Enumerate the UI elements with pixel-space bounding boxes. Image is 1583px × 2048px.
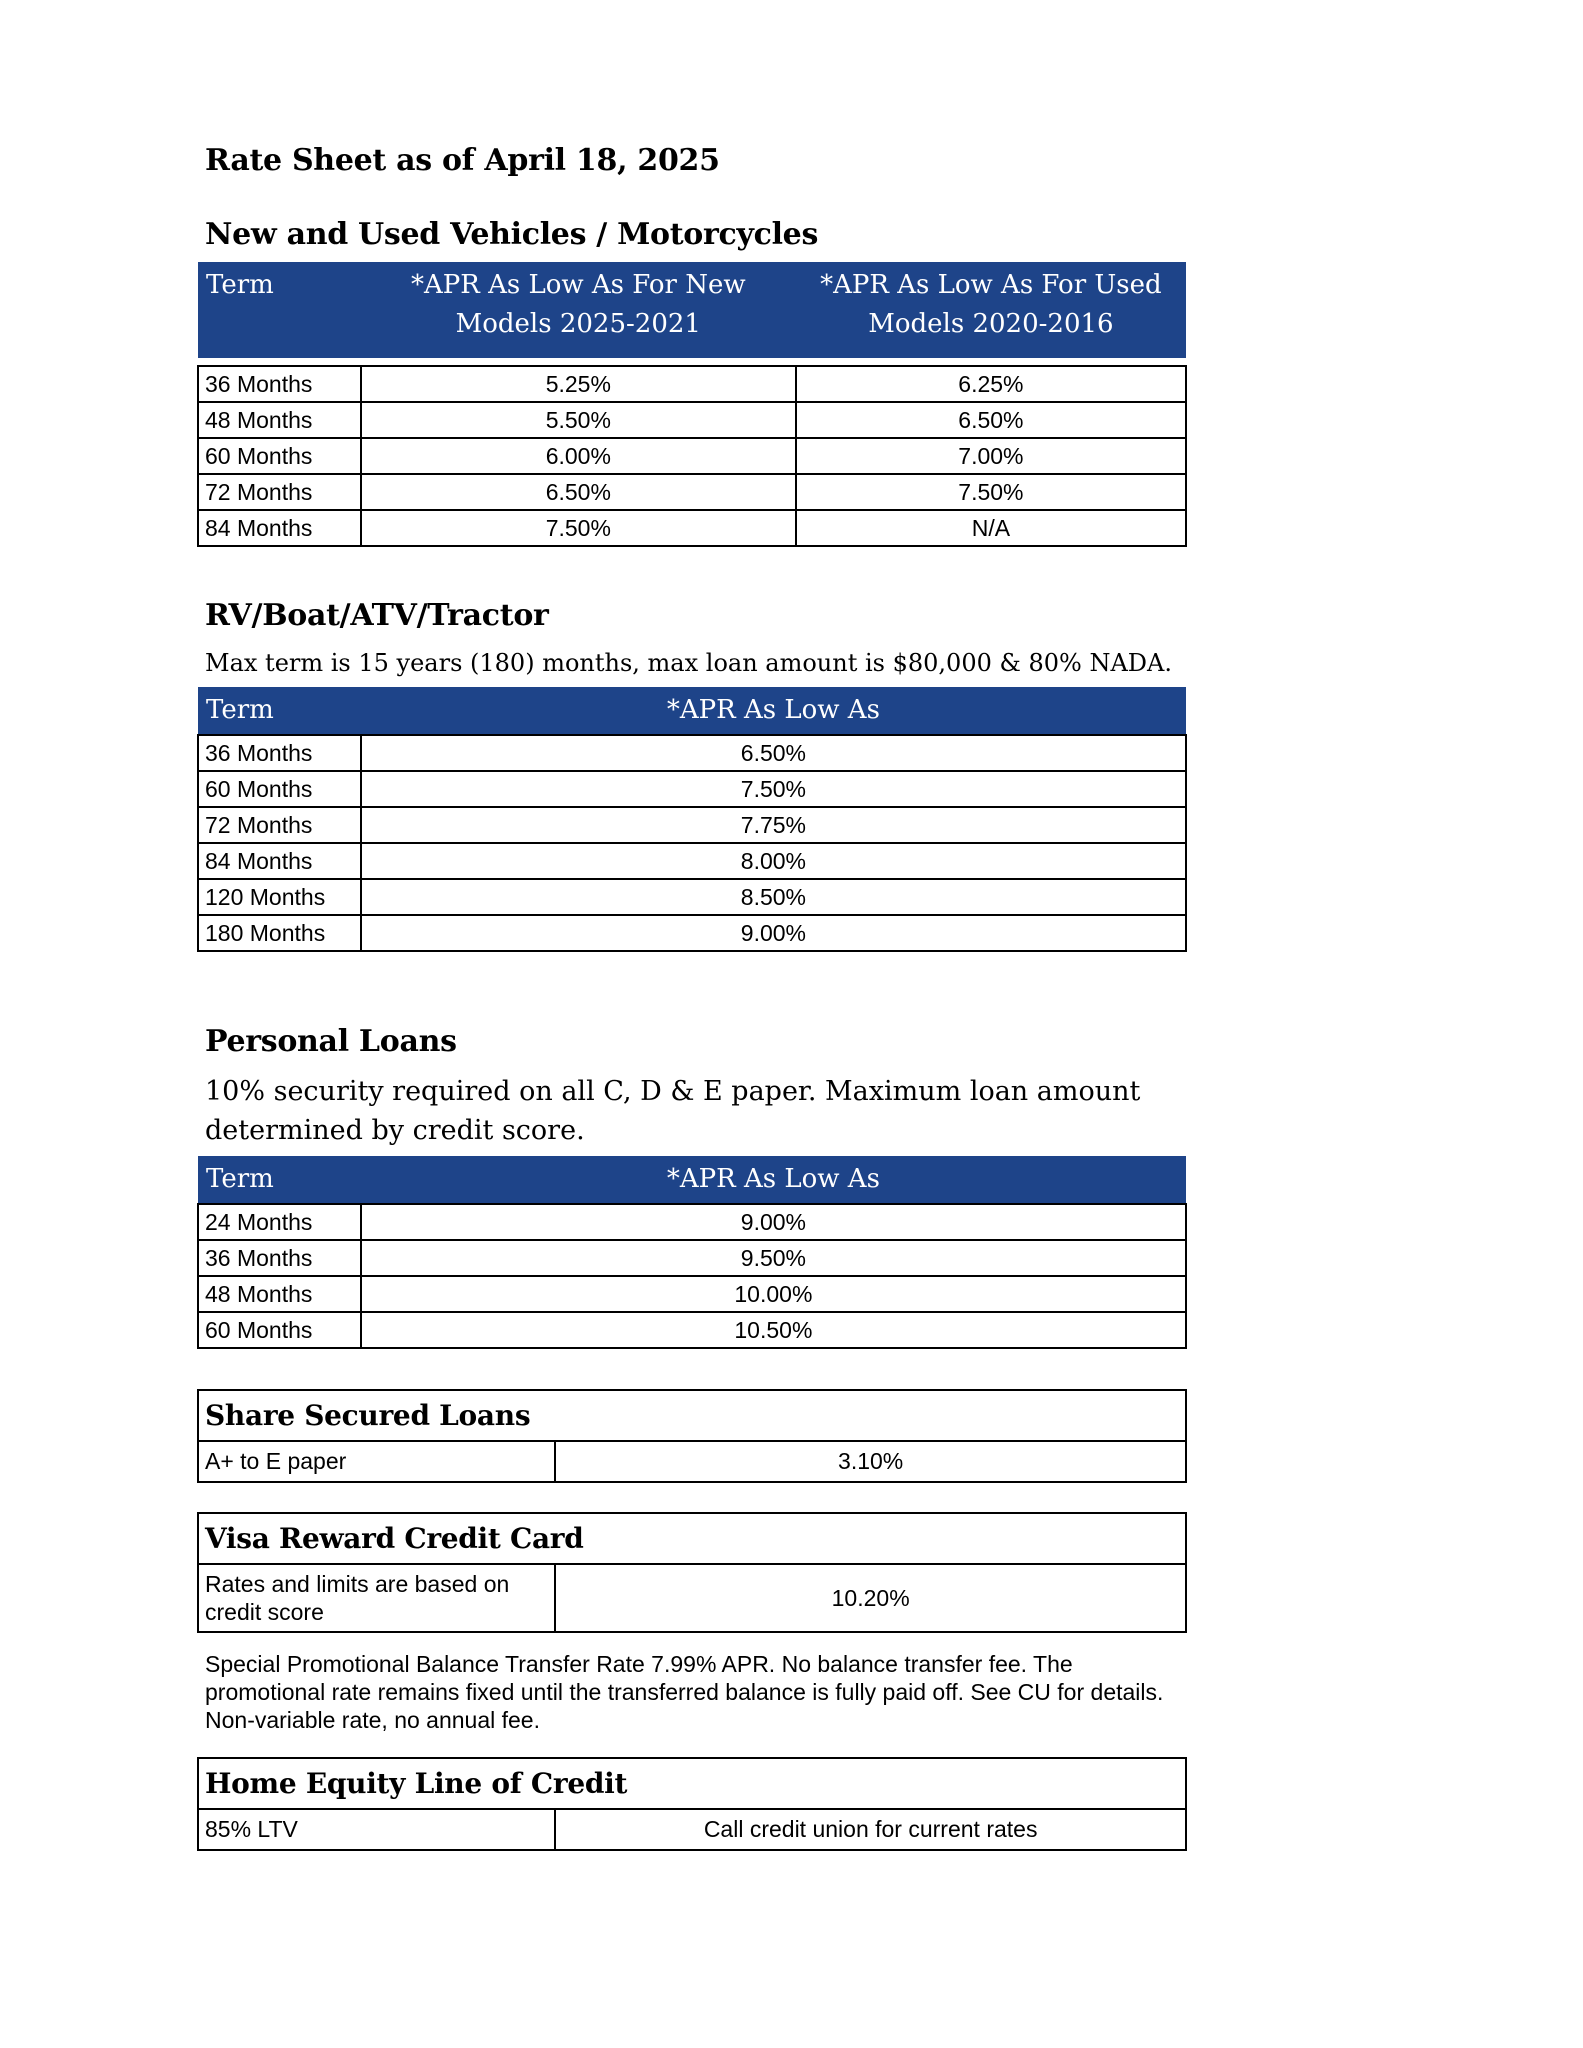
term-cell: 180 Months: [198, 915, 361, 951]
rv-rate-table: [197, 687, 1187, 952]
personal-section-title: Personal Loans: [205, 1024, 457, 1059]
personal-note: 10% security required on all C, D & E paper. Maximum loan amount determined by credit score.: [205, 1076, 1141, 1146]
term-cell: 36 Months: [198, 366, 361, 402]
heloc-title: Home Equity Line of Credit: [198, 1758, 1186, 1809]
table-header: *APR As Low As For New Models 2025-2021: [361, 262, 796, 358]
rate-cell: 6.50%: [796, 402, 1186, 438]
personal-rate-table: [197, 1156, 1187, 1349]
rate-cell: 9.00%: [361, 1204, 1186, 1240]
table-row: [198, 1240, 1186, 1276]
table-row: [198, 735, 1186, 771]
rate-cell: 8.00%: [361, 843, 1186, 879]
share-secured-label: A+ to E paper: [198, 1441, 555, 1482]
term-cell: 72 Months: [198, 807, 361, 843]
heloc-label: 85% LTV: [198, 1809, 555, 1850]
rate-cell: 7.50%: [361, 771, 1186, 807]
term-cell: 48 Months: [198, 1276, 361, 1312]
vehicles-section-title: New and Used Vehicles / Motorcycles: [205, 217, 819, 252]
rate-cell: 5.50%: [361, 402, 796, 438]
table-row: [198, 366, 1186, 402]
table-row: [198, 510, 1186, 546]
term-cell: 60 Months: [198, 438, 361, 474]
rate-cell: 10.50%: [361, 1312, 1186, 1348]
table-header: Term: [198, 687, 361, 735]
page-title: Rate Sheet as of April 18, 2025: [205, 143, 720, 178]
rate-cell: 6.50%: [361, 474, 796, 510]
term-cell: 48 Months: [198, 402, 361, 438]
table-row: [198, 402, 1186, 438]
term-cell: 84 Months: [198, 843, 361, 879]
table-row: [198, 771, 1186, 807]
term-cell: 24 Months: [198, 1204, 361, 1240]
visa-title: Visa Reward Credit Card: [198, 1513, 1186, 1564]
table-row: [198, 1204, 1186, 1240]
term-cell: 120 Months: [198, 879, 361, 915]
visa-table: [197, 1512, 1187, 1633]
vehicles-rate-table: [197, 262, 1187, 547]
rate-cell: 5.25%: [361, 366, 796, 402]
rate-cell: 7.50%: [796, 474, 1186, 510]
rate-cell: 6.25%: [796, 366, 1186, 402]
table-header: *APR As Low As: [361, 687, 1186, 735]
term-cell: 60 Months: [198, 1312, 361, 1348]
rate-cell: 8.50%: [361, 879, 1186, 915]
table-header: Term: [198, 1156, 361, 1204]
share-secured-table: [197, 1389, 1187, 1483]
heloc-table: [197, 1757, 1187, 1851]
term-cell: 36 Months: [198, 1240, 361, 1276]
table-row: [198, 879, 1186, 915]
rate-cell: 9.00%: [361, 915, 1186, 951]
table-row: [198, 843, 1186, 879]
rate-cell: N/A: [796, 510, 1186, 546]
rate-cell: 7.00%: [796, 438, 1186, 474]
table-row: [198, 807, 1186, 843]
share-secured-rate: 3.10%: [555, 1441, 1186, 1482]
rv-note: Max term is 15 years (180) months, max loan amount is $80,000 & 80% NADA.: [205, 649, 1172, 677]
visa-rate: 10.20%: [555, 1564, 1186, 1632]
share-secured-title: Share Secured Loans: [198, 1390, 1186, 1441]
visa-label: Rates and limits are based on credit score: [198, 1564, 555, 1632]
table-header: *APR As Low As For Used Models 2020-2016: [796, 262, 1186, 358]
table-header: Term: [198, 262, 361, 358]
rate-cell: 6.50%: [361, 735, 1186, 771]
rv-section-title: RV/Boat/ATV/Tractor: [205, 598, 549, 633]
rate-cell: 9.50%: [361, 1240, 1186, 1276]
rate-cell: 7.50%: [361, 510, 796, 546]
table-row: [198, 1312, 1186, 1348]
table-row: [198, 474, 1186, 510]
rate-cell: 10.00%: [361, 1276, 1186, 1312]
table-row: [198, 1276, 1186, 1312]
term-cell: 72 Months: [198, 474, 361, 510]
table-row: [198, 915, 1186, 951]
term-cell: 60 Months: [198, 771, 361, 807]
table-row: [198, 438, 1186, 474]
term-cell: 84 Months: [198, 510, 361, 546]
rate-cell: 7.75%: [361, 807, 1186, 843]
table-header: *APR As Low As: [361, 1156, 1186, 1204]
rate-cell: 6.00%: [361, 438, 796, 474]
heloc-rate: Call credit union for current rates: [555, 1809, 1186, 1850]
term-cell: 36 Months: [198, 735, 361, 771]
visa-promo-text: Special Promotional Balance Transfer Rate 7.99% APR. No balance transfer fee. The promotional rate remains fixed until the transferred balance is fully paid off. See CU for details. Non-variable rate, no annual fee.: [205, 1651, 1164, 1733]
